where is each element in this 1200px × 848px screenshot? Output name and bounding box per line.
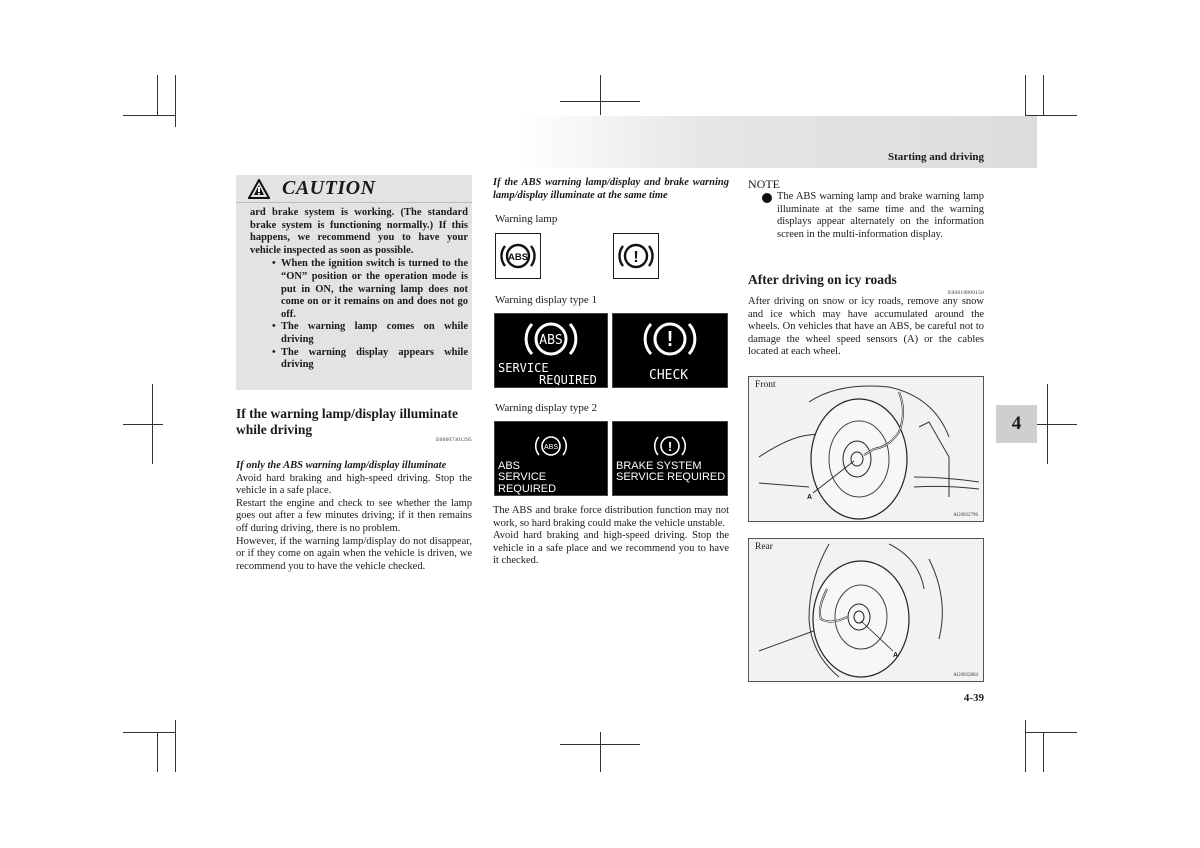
crop-mark	[123, 424, 163, 425]
brake-display-icon-text: !	[663, 327, 677, 351]
display-type1-label: Warning display type 1	[495, 294, 598, 306]
crop-mark	[600, 75, 601, 115]
abs-display-icon-text: ABS	[539, 333, 563, 348]
caution-bullet: • The warning display appears while driving	[250, 347, 468, 372]
warning-lamp-label: Warning lamp	[495, 213, 558, 225]
abs-display-icon-text: ABS	[543, 444, 559, 451]
figure-code: AG0022796	[953, 513, 978, 518]
rear-wheel-figure	[748, 538, 984, 682]
crop-mark	[157, 732, 158, 772]
abs-warning-lamp	[495, 233, 541, 279]
front-wheel-figure	[748, 376, 984, 522]
note-text: The ABS warning lamp and brake warning lamp illuminate at the same time and the warning displays appear alternately on the information screen in the multi-information display.	[777, 191, 984, 240]
crop-mark	[175, 75, 176, 127]
brake-warning-lamp	[613, 233, 659, 279]
warning-triangle-icon	[248, 179, 270, 199]
display-text: REQUIRED	[539, 373, 597, 387]
section-heading-icy-roads: After driving on icy roads	[748, 272, 897, 287]
figure-code: AG0022804	[953, 673, 978, 678]
left-column-body	[236, 460, 472, 573]
note-bullet-icon	[762, 193, 772, 203]
display-text: SERVICE REQUIRED	[616, 471, 726, 483]
brake-display-icon	[613, 314, 727, 364]
brake-display-icon-text: !	[667, 439, 673, 454]
caution-header	[236, 175, 472, 203]
display-text: CHECK	[649, 368, 689, 383]
caution-bullet-list	[250, 258, 468, 371]
brake-display-icon	[613, 422, 727, 462]
display-text: ABS	[498, 460, 521, 472]
subheading-abs-and-brake: If the ABS warning lamp/display and brake warning lamp/display illuminate at the same time	[493, 177, 729, 201]
section-code: E00607301295	[435, 437, 472, 443]
crop-mark	[123, 732, 175, 733]
front-wheel-illustration	[749, 377, 983, 521]
brake-display-type2	[612, 421, 728, 496]
crop-mark	[1043, 75, 1044, 115]
figure-callout: A	[893, 652, 899, 659]
abs-display-type1	[494, 313, 608, 388]
paragraph: However, if the warning lamp/display do not disappear, or if they come on again when the vehicle is driven, we recommend you to have the vehicle checked.	[236, 535, 472, 572]
brake-lamp-icon	[614, 234, 658, 278]
display-text: BRAKE SYSTEM	[616, 460, 702, 472]
crop-mark	[157, 75, 158, 115]
abs-display-type2	[494, 421, 608, 496]
note-label: NOTE	[748, 177, 780, 191]
subheading-abs-only: If only the ABS warning lamp/display illuminate	[236, 460, 447, 471]
crop-mark	[1037, 424, 1077, 425]
display-text: SERVICE REQUIRED	[498, 471, 557, 495]
crop-mark	[1025, 732, 1077, 733]
section-code: E00618800150	[947, 290, 984, 296]
middle-column-body	[493, 505, 729, 568]
figure-label: Front	[755, 380, 776, 390]
section-heading-warning-while-driving: If the warning lamp/display illuminate while driving	[236, 406, 459, 437]
crop-mark	[1043, 732, 1044, 772]
crop-mark	[175, 720, 176, 772]
display-type2-label: Warning display type 2	[495, 402, 598, 414]
abs-display-icon	[495, 314, 607, 364]
caution-paragraph: ard brake system is working. (The standard brake system is functioning normally.) If this happens, we recommend you to have your vehicle inspected as soon as possible.	[250, 207, 468, 256]
caution-title: CAUTION	[282, 177, 376, 199]
abs-display-icon	[495, 422, 607, 462]
crop-mark	[1025, 720, 1026, 772]
page-number: 4-39	[963, 692, 984, 704]
caution-bullet: • When the ignition switch is turned to the “ON” position or the operation mode is put in ON, the warning lamp does not come on or it remains on and does not go off.	[250, 258, 468, 321]
abs-lamp-icon	[496, 234, 540, 278]
crop-mark	[152, 384, 153, 464]
caution-body	[250, 207, 468, 372]
figure-callout: A	[807, 494, 813, 501]
caution-bullet: • The warning lamp comes on while driving	[250, 321, 468, 346]
display-text: SERVICE	[498, 361, 549, 375]
paragraph: Avoid hard braking and high-speed driving. Stop the vehicle in a safe place.	[236, 472, 472, 497]
section-title: Starting and driving	[888, 151, 984, 163]
brake-display-type1	[612, 313, 728, 388]
crop-mark	[123, 115, 175, 116]
paragraph: The ABS and brake force distribution function may not work, so hard braking could make the vehicle unstable.	[493, 505, 729, 529]
crop-mark	[600, 732, 601, 772]
paragraph: Restart the engine and check to see whether the lamp goes out after a few minutes driving; if it then remains off during driving, there is no problem.	[236, 497, 472, 534]
paragraph: Avoid hard braking and high-speed driving. Stop the vehicle in a safe place and we recommend you to have it checked.	[493, 530, 729, 567]
brake-lamp-text: !	[633, 249, 639, 266]
figure-label: Rear	[755, 542, 773, 552]
icy-roads-paragraph: After driving on snow or icy roads, remove any snow and ice which may have accumulated around the wheels. On vehicles that have an ABS, be careful not to damage the wheel speed sensors (A) or the cables located at each wheel.	[748, 296, 984, 358]
caution-box	[236, 175, 472, 390]
chapter-tab: 4	[996, 405, 1037, 443]
abs-lamp-text: ABS	[507, 252, 529, 263]
crop-mark	[1047, 384, 1048, 464]
rear-wheel-illustration	[749, 539, 983, 681]
